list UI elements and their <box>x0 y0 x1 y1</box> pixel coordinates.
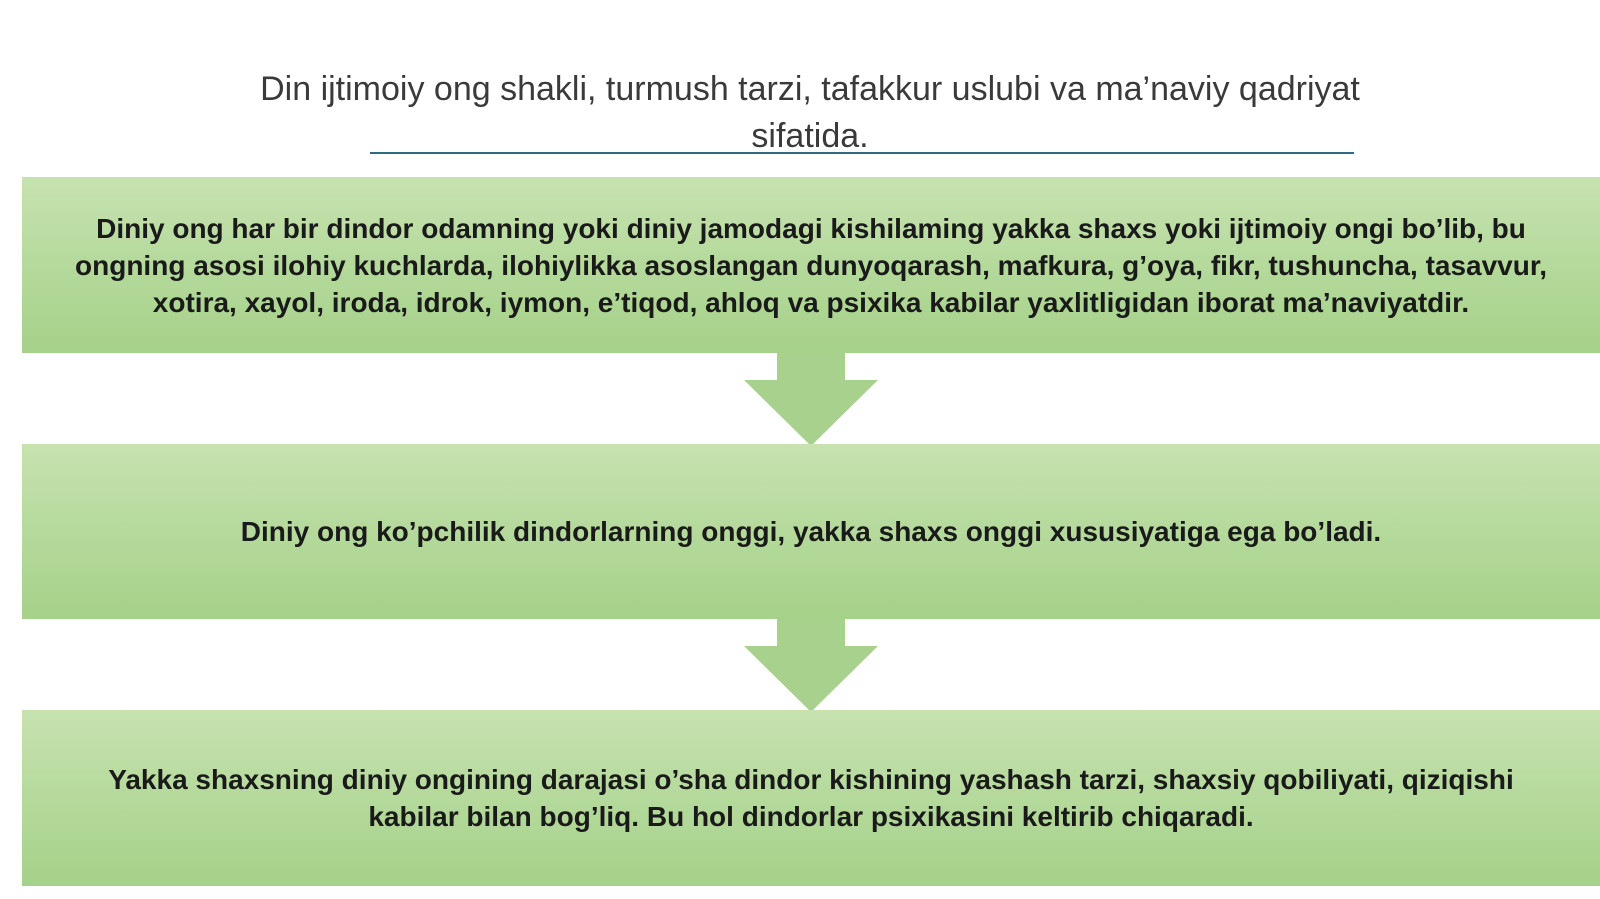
title-underline <box>370 152 1354 154</box>
flow-step-2-text: Diniy ong ko’pchilik dindorlarning onggi, yakka shaxs onggi xususiyatiga ega bo’ladi. <box>240 516 1382 547</box>
down-arrow-1 <box>744 350 878 446</box>
flow-step-1 <box>22 177 1600 353</box>
flow-step-3 <box>22 710 1600 886</box>
flow-step-1-text: Diniy ong har bir dindor odamning yoki diniy jamodagi kishilaming yakka shaxs yoki ijtimoiy ongi bo’lib, bu ongning asosi ilohiy kuchlarda, ilohiylikka asoslangan dunyoqarash, mafkura, g’oya, fikr, tushuncha, tasavvur, xotira, xayol, iroda, idrok, iymon, e’tiqod, ahloq va psixika kabilar yaxlitligidan iborat ma’naviyatdir. <box>75 212 1547 318</box>
flow-step-2 <box>22 444 1600 619</box>
flow-step-3-text: Yakka shaxsning diniy ongining darajasi o’sha dindor kishining yashash tarzi, shaxsiy qobiliyati, qiziqishi kabilar bilan bog’liq. Bu hol dindorlar psixikasini keltirib chiqaradi. <box>108 764 1514 832</box>
slide-title: Din ijtimoiy ong shakli, turmush tarzi, tafakkur uslubi va ma’naviy qadriyat sifatida. <box>260 70 1360 155</box>
down-arrow-2 <box>744 616 878 712</box>
